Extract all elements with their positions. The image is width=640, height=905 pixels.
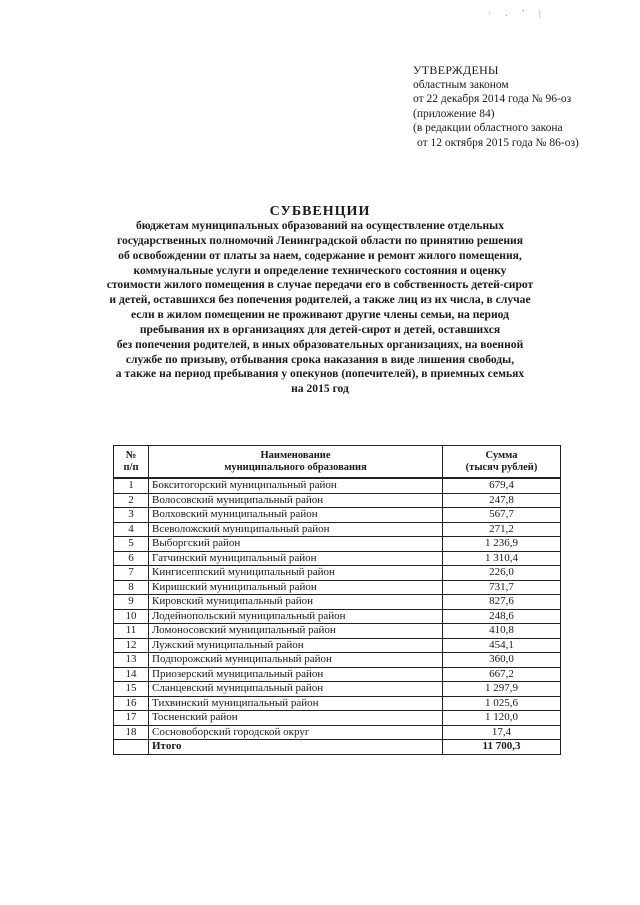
row-sum: 667,2 <box>443 667 561 682</box>
row-name: Тосненский район <box>149 711 443 726</box>
total-label: Итого <box>149 740 443 755</box>
table-header-row <box>114 446 561 479</box>
subtitle-line: пребывания их в организациях для детей-сирот и детей, оставшихся <box>139 322 501 336</box>
header-name <box>149 446 443 479</box>
subtitle-line: если в жилом помещении не проживают другие члены семьи, на период <box>131 308 509 322</box>
row-name: Кингисеппский муниципальный район <box>149 566 443 581</box>
row-sum: 567,7 <box>443 508 561 523</box>
row-sum: 1 025,6 <box>443 696 561 711</box>
subtitle-line: стоимости жилого помещения в случае передачи его в собственность детей-сирот <box>106 278 534 292</box>
approval-block <box>413 63 579 151</box>
subtitle-line: и детей, оставшихся без попечения родителей, а также лиц из их числа, в случае <box>109 293 531 307</box>
table-row <box>114 638 561 653</box>
row-name: Сланцевский муниципальный район <box>149 682 443 697</box>
total-number-cell <box>114 740 149 755</box>
row-number: 11 <box>114 624 149 639</box>
row-name: Лодейнопольский муниципальный район <box>149 609 443 624</box>
subtitle-line: а также на период пребывания у опекунов (попечителей), в приемных семьях <box>115 367 525 381</box>
row-name: Подпорожский муниципальный район <box>149 653 443 668</box>
row-name: Сосновоборский городской округ <box>149 725 443 740</box>
row-number: 13 <box>114 653 149 668</box>
header-name-line1: Наименование <box>260 450 331 461</box>
row-sum: 1 297,9 <box>443 682 561 697</box>
row-sum: 1 310,4 <box>443 551 561 566</box>
table-row <box>114 711 561 726</box>
row-number: 4 <box>114 522 149 537</box>
table-row <box>114 653 561 668</box>
row-sum: 226,0 <box>443 566 561 581</box>
row-sum: 410,8 <box>443 624 561 639</box>
table-row <box>114 725 561 740</box>
approval-line: (приложение 84) <box>413 107 495 120</box>
row-sum: 271,2 <box>443 522 561 537</box>
table-row <box>114 522 561 537</box>
row-number: 18 <box>114 725 149 740</box>
row-number: 1 <box>114 478 149 493</box>
table-row <box>114 696 561 711</box>
table-row <box>114 682 561 697</box>
row-name: Ломоносовский муниципальный район <box>149 624 443 639</box>
header-sum-line2: (тысяч рублей) <box>465 462 538 473</box>
row-number: 8 <box>114 580 149 595</box>
row-name: Бокситогорский муниципальный район <box>149 478 443 493</box>
subtitle-line: без попечения родителей, в иных образовательных организациях, на военной <box>116 337 524 351</box>
row-name: Гатчинский муниципальный район <box>149 551 443 566</box>
document-subtitle <box>40 219 600 397</box>
header-sum <box>443 446 561 479</box>
approval-line: областным законом <box>413 78 509 91</box>
row-name: Волховский муниципальный район <box>149 508 443 523</box>
row-name: Приозерский муниципальный район <box>149 667 443 682</box>
row-number: 7 <box>114 566 149 581</box>
table-row <box>114 508 561 523</box>
total-sum: 11 700,3 <box>443 740 561 755</box>
header-number-line2: п/п <box>123 462 139 473</box>
row-number: 17 <box>114 711 149 726</box>
row-name: Всеволожский муниципальный район <box>149 522 443 537</box>
table-row <box>114 624 561 639</box>
row-sum: 1 120,0 <box>443 711 561 726</box>
row-number: 5 <box>114 537 149 552</box>
table-row <box>114 551 561 566</box>
row-number: 2 <box>114 493 149 508</box>
row-sum: 17,4 <box>443 725 561 740</box>
table-total-row <box>114 740 561 755</box>
header-number-line1: № <box>125 450 137 461</box>
table-row <box>114 580 561 595</box>
table-row <box>114 595 561 610</box>
approval-line: от 12 октября 2015 года № 86-оз) <box>417 136 579 149</box>
row-sum: 248,6 <box>443 609 561 624</box>
table-row <box>114 493 561 508</box>
table-row <box>114 537 561 552</box>
row-sum: 360,0 <box>443 653 561 668</box>
row-name: Волосовский муниципальный район <box>149 493 443 508</box>
approval-line: (в редакции областного закона <box>413 122 563 135</box>
row-number: 16 <box>114 696 149 711</box>
row-number: 3 <box>114 508 149 523</box>
table-row <box>114 566 561 581</box>
subtitle-line: на 2015 год <box>291 382 349 396</box>
row-sum: 1 236,9 <box>443 537 561 552</box>
approval-line: от 22 декабря 2014 года № 96-оз <box>413 93 572 106</box>
subtitle-line: службе по призыву, отбывания срока наказания в виде лишения свободы, <box>125 352 515 366</box>
subventions-table <box>113 445 561 755</box>
row-number: 6 <box>114 551 149 566</box>
row-number: 10 <box>114 609 149 624</box>
corner-scan-marks: · . ʼ | <box>488 8 547 18</box>
header-name-line2: муниципального образования <box>224 462 367 473</box>
row-sum: 454,1 <box>443 638 561 653</box>
row-name: Кировский муниципальный район <box>149 595 443 610</box>
row-name: Киришский муниципальный район <box>149 580 443 595</box>
row-sum: 731,7 <box>443 580 561 595</box>
row-sum: 827,6 <box>443 595 561 610</box>
header-number <box>114 446 149 479</box>
table-row <box>114 667 561 682</box>
table-row <box>114 478 561 493</box>
subtitle-line: государственных полномочий Ленинградской области по принятию решения <box>116 233 524 247</box>
row-sum: 247,8 <box>443 493 561 508</box>
approval-title: УТВЕРЖДЕНЫ <box>413 63 499 77</box>
row-name: Выборгский район <box>149 537 443 552</box>
header-sum-line1: Сумма <box>485 450 518 461</box>
subtitle-line: коммунальные услуги и определение технического состояния и оценку <box>133 263 507 277</box>
row-sum: 679,4 <box>443 478 561 493</box>
row-name: Тихвинский муниципальный район <box>149 696 443 711</box>
subtitle-line: об освобождении от платы за наем, содержание и ремонт жилого помещения, <box>118 248 522 262</box>
row-number: 15 <box>114 682 149 697</box>
row-number: 9 <box>114 595 149 610</box>
row-number: 12 <box>114 638 149 653</box>
document-heading: СУБВЕНЦИИ <box>269 204 371 219</box>
row-name: Лужский муниципальный район <box>149 638 443 653</box>
subtitle-line: бюджетам муниципальных образований на осуществление отдельных <box>135 219 505 232</box>
row-number: 14 <box>114 667 149 682</box>
table-row <box>114 609 561 624</box>
